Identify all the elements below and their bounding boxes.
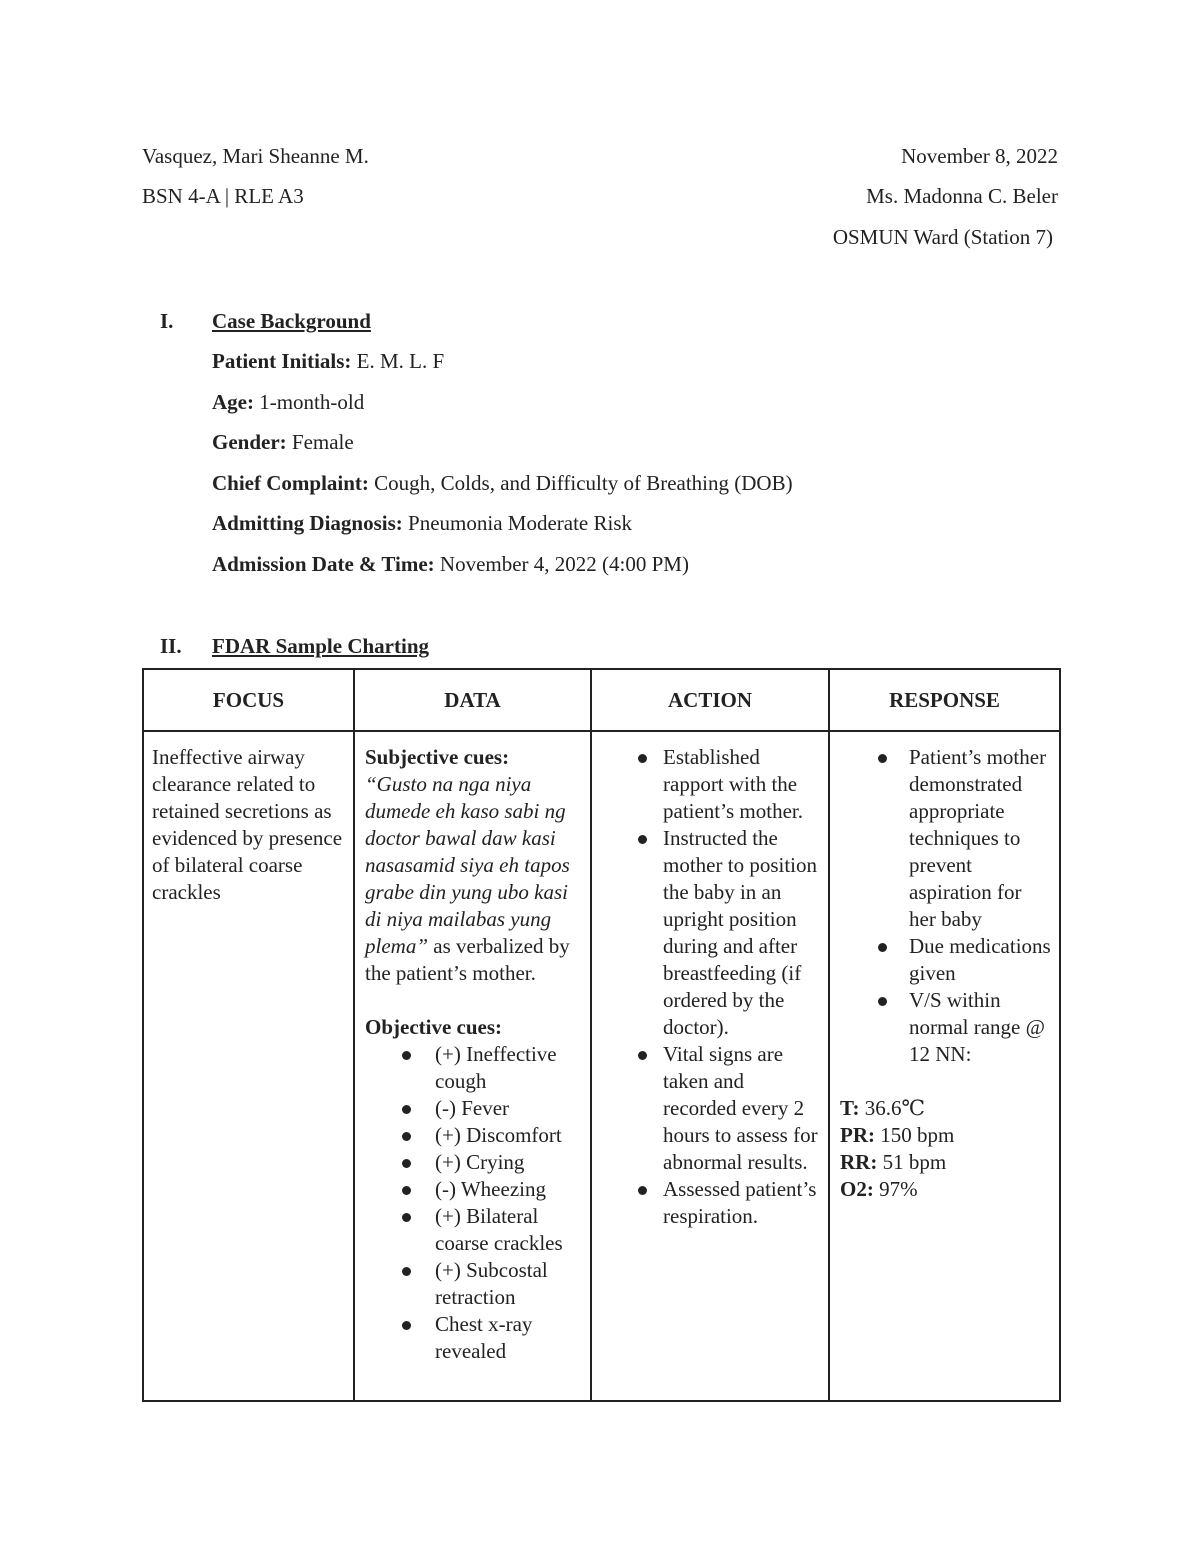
list-item: (+) Discomfort — [365, 1122, 582, 1149]
field-value: Female — [286, 430, 354, 454]
ward-name: OSMUN Ward (Station 7) — [832, 225, 1053, 249]
list-item: (+) Ineffective cough — [365, 1041, 582, 1095]
list-item: Due medications given — [838, 933, 1051, 987]
report-date: November 8, 2022 — [901, 144, 1058, 168]
column-header-action: ACTION — [591, 669, 829, 731]
list-item: Vital signs are taken and recorded every 2 hours to assess for abnormal results. — [592, 1041, 820, 1176]
field-admission-date — [212, 552, 689, 577]
list-item: (-) Wheezing — [365, 1176, 582, 1203]
column-header-data: DATA — [354, 669, 591, 731]
field-patient-initials — [212, 349, 444, 374]
section-2-number: II. — [160, 634, 182, 658]
action-list — [592, 744, 820, 1230]
vital-label: O2: — [840, 1177, 874, 1201]
field-label: Admission Date & Time: — [212, 552, 435, 576]
instructor-name: Ms. Madonna C. Beler — [866, 184, 1058, 208]
field-label: Chief Complaint: — [212, 471, 369, 495]
column-header-focus: FOCUS — [143, 669, 354, 731]
field-value: 1-month-old — [253, 390, 365, 414]
field-gender — [212, 430, 354, 455]
list-item: (+) Subcostal retraction — [365, 1257, 582, 1311]
field-label: Age: — [212, 390, 254, 414]
table-header-row — [143, 669, 1060, 731]
objective-cues-list — [365, 1041, 582, 1365]
vital-value: 150 bpm — [875, 1123, 955, 1147]
field-label: Admitting Diagnosis: — [212, 511, 403, 535]
section-1-title: Case Background — [212, 309, 371, 333]
subjective-quote: “Gusto na nga niya dumede eh kaso sabi ng doctor bawal daw kasi nasasamid siya eh tapos grabe din yung ubo kasi di niya mailabas yung plema” — [365, 772, 570, 958]
subjective-suffix: as verbalized by the patient’s mother. — [365, 934, 570, 985]
student-name: Vasquez, Mari Sheanne M. — [142, 144, 369, 168]
focus-cell — [143, 731, 354, 1401]
field-label: Gender: — [212, 430, 287, 454]
vital-label: RR: — [840, 1150, 878, 1174]
list-item: Established rapport with the patient’s mother. — [592, 744, 820, 825]
list-item: (+) Crying — [365, 1149, 582, 1176]
data-cell — [354, 731, 591, 1401]
list-item: Chest x-ray revealed — [365, 1311, 582, 1365]
field-value: Cough, Colds, and Difficulty of Breathing (DOB) — [368, 471, 793, 495]
field-value: November 4, 2022 (4:00 PM) — [434, 552, 689, 576]
response-list — [838, 744, 1051, 1068]
vital-temperature — [838, 1095, 1051, 1122]
subjective-cues — [365, 771, 582, 987]
vital-oxygen — [838, 1176, 1051, 1203]
objective-label: Objective cues: — [365, 1015, 503, 1039]
vital-value: 36.6℃ — [859, 1096, 925, 1120]
vital-label: PR: — [840, 1123, 875, 1147]
vital-value: 97% — [873, 1177, 918, 1201]
action-cell — [591, 731, 829, 1401]
list-item: Patient’s mother demonstrated appropriate techniques to prevent aspiration for her baby — [838, 744, 1051, 933]
field-value: Pneumonia Moderate Risk — [402, 511, 632, 535]
list-item: Instructed the mother to position the baby in an upright position during and after breastfeeding (if ordered by the doctor). — [592, 825, 820, 1041]
vital-pulse-rate — [838, 1122, 1051, 1149]
table-row — [143, 731, 1060, 1401]
list-item: V/S within normal range @ 12 NN: — [838, 987, 1051, 1068]
list-item: (-) Fever — [365, 1095, 582, 1122]
vital-respiratory-rate — [838, 1149, 1051, 1176]
section-1-number: I. — [160, 309, 174, 333]
response-cell — [829, 731, 1060, 1401]
vital-label: T: — [840, 1096, 860, 1120]
list-item: Assessed patient’s respiration. — [592, 1176, 820, 1230]
field-label: Patient Initials: — [212, 349, 352, 373]
column-header-response: RESPONSE — [829, 669, 1060, 731]
subjective-label: Subjective cues: — [365, 745, 510, 769]
list-item: (+) Bilateral coarse crackles — [365, 1203, 582, 1257]
field-admitting-diagnosis — [212, 511, 632, 536]
field-age — [212, 390, 364, 415]
vital-value: 51 bpm — [877, 1150, 947, 1174]
field-value: E. M. L. F — [351, 349, 445, 373]
field-chief-complaint — [212, 471, 793, 496]
class-section: BSN 4-A | RLE A3 — [142, 184, 304, 208]
fdar-table — [142, 668, 1061, 1402]
focus-text: Ineffective airway clearance related to retained secretions as evidenced by presence of bilateral coarse crackles — [152, 745, 343, 904]
section-2-title: FDAR Sample Charting — [212, 634, 430, 658]
